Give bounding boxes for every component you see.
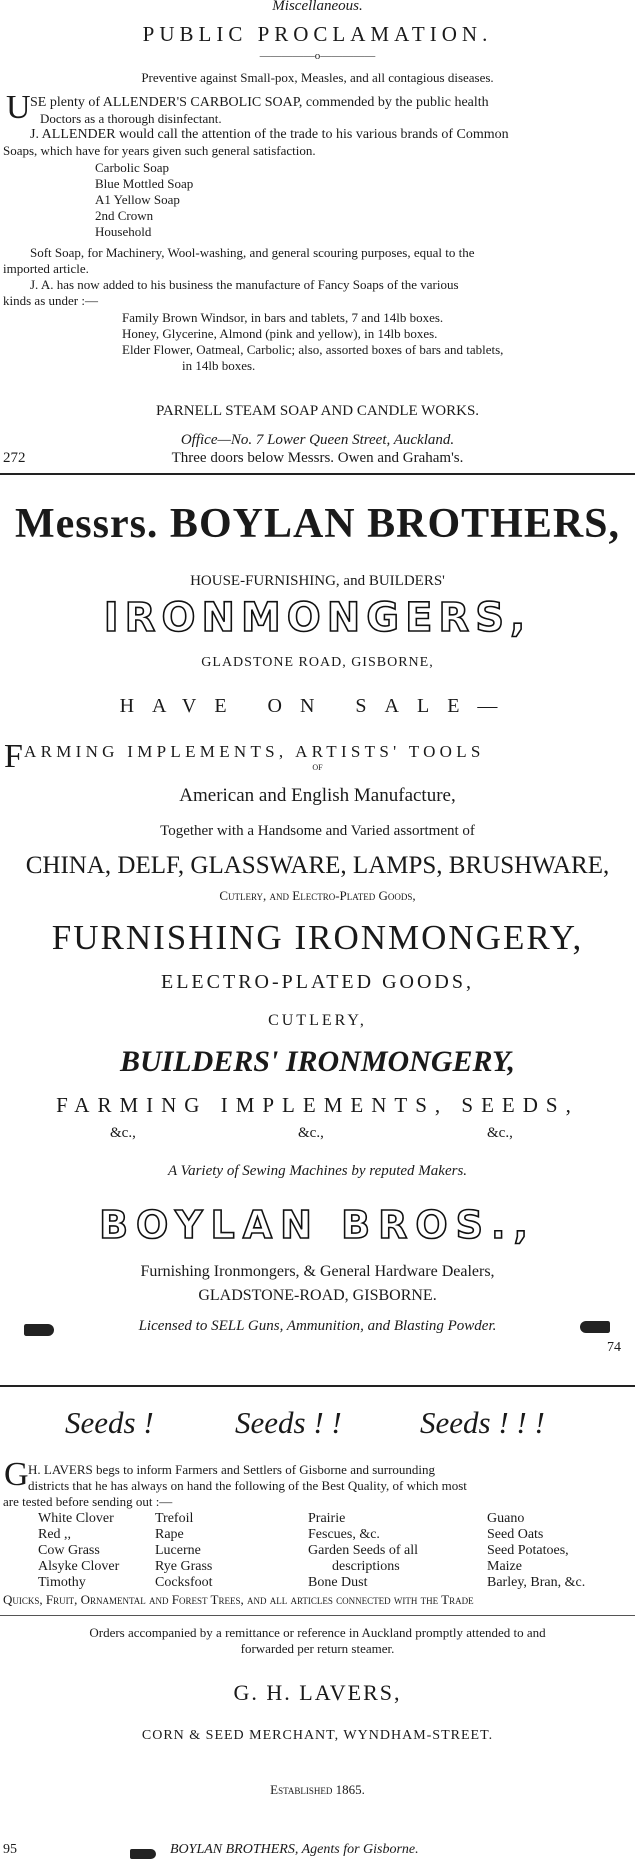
- product-line: ELECTRO-PLATED GOODS,: [161, 971, 474, 993]
- list-item: Blue Mottled Soap: [95, 176, 194, 191]
- fancy-soap-list: [122, 310, 503, 374]
- list-item: Rape: [155, 1527, 184, 1542]
- merchant-name: G. H. LAVERS,: [233, 1680, 402, 1705]
- works-name: PARNELL STEAM SOAP AND CANDLE WORKS.: [155, 403, 480, 419]
- licensed-line: Licensed to SELL Guns, Ammunition, and Blasting Powder.: [138, 1318, 497, 1334]
- ad-subtitle: HOUSE-FURNISHING, and BUILDERS': [190, 573, 445, 589]
- connector-word: OF: [312, 763, 323, 772]
- office-address: Office—No. 7 Lower Queen Street, Auckland.: [180, 432, 455, 448]
- sewing-machines-line: A Variety of Sewing Machines by reputed Makers.: [167, 1163, 468, 1179]
- ad-title: PUBLIC PROCLAMATION.: [142, 22, 493, 46]
- paragraph-text: Soft Soap, for Machinery, Wool-washing, and general scouring purposes, equal to the: [30, 245, 475, 260]
- orders-text: Orders accompanied by a remittance or reference in Auckland promptly attended to and: [89, 1625, 546, 1640]
- list-item: Cocksfoot: [155, 1575, 213, 1590]
- etc-text: &c.,: [487, 1125, 513, 1141]
- list-item: Timothy: [38, 1575, 86, 1590]
- agents-line: BOYLAN BROTHERS, Agents for Gisborne.: [170, 1842, 419, 1857]
- pointing-hand-icon: [580, 1318, 610, 1336]
- merchant-address: CORN & SEED MERCHANT, WYNDHAM-STREET.: [141, 1728, 494, 1743]
- list-item: Elder Flower, Oatmeal, Carbolic; also, assorted boxes of bars and tablets,: [122, 342, 504, 357]
- list-item: Garden Seeds of all: [308, 1543, 419, 1558]
- drop-capital: F: [4, 738, 23, 775]
- list-item: Seed Potatoes,: [487, 1543, 569, 1558]
- seed-column: [155, 1511, 213, 1591]
- paragraph-text: J. ALLENDER would call the attention of the trade to his various brands of Common: [30, 127, 509, 142]
- manufacture-line: American and English Manufacture,: [179, 785, 456, 806]
- seed-column: [308, 1511, 418, 1591]
- boylan-bros-heading: BOYLAN BROS.,: [99, 1203, 536, 1247]
- product-line: FARMING IMPLEMENTS, SEEDS,: [56, 1093, 579, 1117]
- divider: [0, 1615, 635, 1616]
- list-item: 2nd Crown: [95, 208, 154, 223]
- builders-heading: BUILDERS' IRONMONGERY,: [119, 1045, 516, 1078]
- list-item: Alsyke Clover: [38, 1559, 120, 1574]
- dealers-line: Furnishing Ironmongers, & General Hardware Dealers,: [140, 1263, 495, 1280]
- etc-text: &c.,: [110, 1125, 136, 1141]
- product-line: CUTLERY,: [268, 1012, 367, 1029]
- address: GLADSTONE ROAD, GISBORNE,: [201, 655, 434, 670]
- divider: [0, 473, 635, 475]
- seeds-heading: Seeds ! ! !: [420, 1405, 545, 1440]
- list-item: descriptions: [332, 1559, 400, 1574]
- soap-brand-list: [95, 160, 193, 240]
- list-item: Cow Grass: [38, 1543, 100, 1558]
- ad-subtitle: Preventive against Small-pox, Measles, and all contagious diseases.: [141, 70, 494, 85]
- intro-text: are tested before sending out :—: [3, 1494, 173, 1509]
- etc-text: &c.,: [298, 1125, 324, 1141]
- seeds-heading: Seeds !: [65, 1405, 154, 1440]
- list-item: White Clover: [38, 1511, 114, 1526]
- paragraph-text: Soaps, which have for years given such general satisfaction.: [3, 143, 316, 158]
- seed-column: [38, 1511, 119, 1591]
- ironmongers-heading: IRONMONGERS,: [103, 595, 532, 641]
- intro-text: H. LAVERS begs to inform Farmers and Settlers of Gisborne and surrounding: [28, 1462, 436, 1477]
- list-item: in 14lb boxes.: [182, 358, 256, 373]
- section-header: Miscellaneous.: [272, 0, 363, 14]
- furnishing-heading: FURNISHING IRONMONGERY,: [51, 918, 584, 957]
- list-item: Carbolic Soap: [95, 160, 170, 175]
- intro-text: SE plenty of ALLENDER'S CARBOLIC SOAP, commended by the public health: [30, 95, 489, 110]
- list-item: Household: [95, 224, 152, 239]
- list-item: Maize: [487, 1559, 522, 1574]
- established-line: Established 1865.: [270, 1782, 365, 1797]
- trees-line: Quicks, Fruit, Ornamental and Forest Trees, and all articles connected with the Trade: [3, 1592, 474, 1607]
- ornament: —————o—————: [259, 50, 376, 62]
- have-on-sale: HAVE ON SALE—: [119, 695, 516, 717]
- list-item: Seed Oats: [487, 1527, 544, 1542]
- ad-reference-number: 95: [3, 1842, 17, 1857]
- drop-capital: U: [6, 89, 31, 126]
- list-item: A1 Yellow Soap: [95, 192, 180, 207]
- list-item: Rye Grass: [155, 1559, 213, 1574]
- address: GLADSTONE-ROAD, GISBORNE.: [198, 1287, 437, 1304]
- paragraph-text: J. A. has now added to his business the manufacture of Fancy Soaps of the various: [30, 277, 459, 292]
- seeds-heading: Seeds ! !: [235, 1405, 342, 1440]
- list-item: Fescues, &c.: [308, 1527, 380, 1542]
- product-line: CHINA, DELF, GLASSWARE, LAMPS, BRUSHWARE,: [25, 852, 610, 879]
- intro-text: Doctors as a thorough disinfectant.: [40, 111, 222, 126]
- list-item: Guano: [487, 1511, 525, 1526]
- list-item: Red ,,: [38, 1527, 72, 1542]
- divider: [0, 1385, 635, 1387]
- list-item: Lucerne: [155, 1543, 201, 1558]
- product-line: Cutlery, and Electro-Plated Goods,: [219, 888, 416, 903]
- intro-text: districts that he has always on hand the following of the Best Quality, of which most: [28, 1478, 467, 1493]
- list-item: Trefoil: [155, 1511, 194, 1526]
- ad-title: Messrs. BOYLAN BROTHERS,: [14, 501, 621, 547]
- ad-reference-number: 272: [3, 450, 26, 466]
- orders-text: forwarded per return steamer.: [240, 1641, 395, 1656]
- paragraph-text: imported article.: [3, 261, 89, 276]
- ad-reference-number: 74: [607, 1340, 621, 1355]
- product-line: ARMING IMPLEMENTS, ARTISTS' TOOLS: [24, 742, 485, 761]
- list-item: Prairie: [308, 1511, 346, 1526]
- list-item: Barley, Bran, &c.: [487, 1575, 586, 1590]
- drop-capital: G: [4, 1456, 29, 1493]
- list-item: Bone Dust: [308, 1575, 368, 1590]
- seed-column: [487, 1511, 585, 1591]
- list-item: Honey, Glycerine, Almond (pink and yellow), in 14lb boxes.: [122, 326, 438, 341]
- list-item: Family Brown Windsor, in bars and tablets, 7 and 14lb boxes.: [122, 310, 444, 325]
- office-directions: Three doors below Messrs. Owen and Graham's.: [171, 450, 464, 466]
- paragraph-text: kinds as under :—: [3, 293, 98, 308]
- assortment-line: Together with a Handsome and Varied assortment of: [160, 823, 475, 839]
- pointing-hand-icon: [130, 1845, 156, 1863]
